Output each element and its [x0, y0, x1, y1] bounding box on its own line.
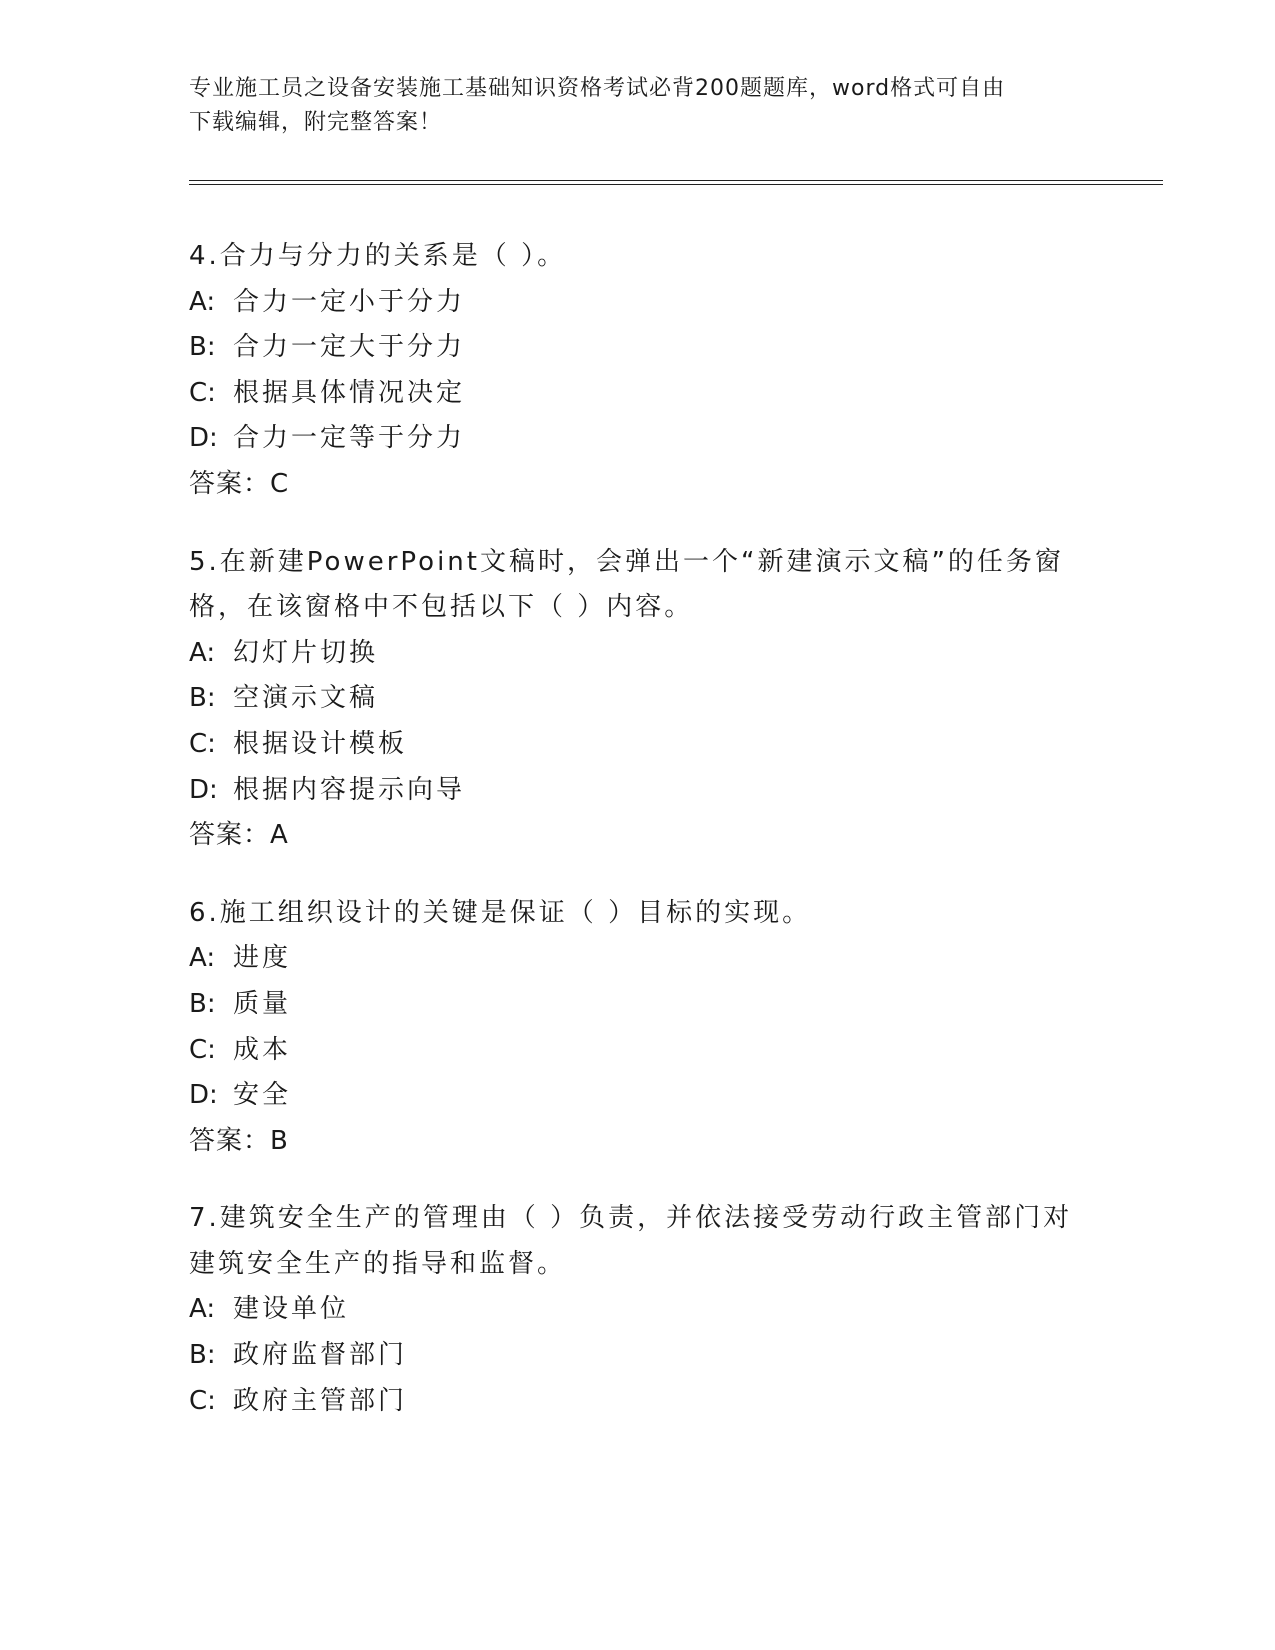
option-letter: D:: [189, 774, 218, 805]
option-b: [189, 982, 1089, 1028]
option-text: 进度: [233, 943, 292, 974]
option-a: [189, 1287, 1089, 1333]
answer-line: 答案：B: [189, 1125, 289, 1156]
option-letter: D:: [189, 423, 218, 454]
question-stem: 4.合力与分力的关系是（ ）。: [189, 241, 567, 271]
option-letter: B:: [189, 332, 216, 363]
option-text: 根据设计模板: [233, 728, 408, 759]
option-text: 质量: [233, 988, 292, 1019]
option-d: [189, 768, 1089, 814]
option-letter: C:: [189, 728, 216, 759]
option-c: [189, 722, 1089, 768]
option-text: 空演示文稿: [233, 683, 379, 714]
header-divider: [189, 180, 1163, 185]
option-letter: A:: [189, 637, 216, 668]
option-text: 政府主管部门: [233, 1385, 408, 1416]
option-a: [189, 631, 1089, 677]
option-a: [189, 936, 1089, 982]
option-letter: C:: [189, 377, 216, 408]
question-5: [189, 540, 1089, 859]
option-a: [189, 280, 1089, 326]
question-6: [189, 891, 1089, 1165]
question-stem: 7.建筑安全生产的管理由（ ）负责，并依法接受劳动行政主管部门对建筑安全生产的指导和监督。: [189, 1203, 1073, 1279]
option-text: 合力一定等于分力: [233, 423, 466, 454]
question-list: [189, 234, 1089, 1456]
option-letter: C:: [189, 1385, 216, 1416]
option-c: [189, 1028, 1089, 1074]
option-text: 根据内容提示向导: [233, 774, 466, 805]
question-4: [189, 234, 1089, 508]
option-text: 幻灯片切换: [233, 637, 379, 668]
option-letter: D:: [189, 1080, 218, 1111]
option-c: [189, 1379, 1089, 1425]
header-line-2: 下载编辑，附完整答案！: [189, 110, 443, 135]
option-letter: B:: [189, 988, 216, 1019]
option-text: 合力一定大于分力: [233, 332, 466, 363]
option-letter: A:: [189, 1294, 216, 1325]
option-letter: A:: [189, 286, 216, 317]
option-text: 政府监督部门: [233, 1340, 408, 1371]
option-d: [189, 416, 1089, 462]
question-stem: 5.在新建PowerPoint文稿时，会弹出一个“新建演示文稿”的任务窗格，在该窗格中不包括以下（ ）内容。: [189, 546, 1064, 623]
option-text: 安全: [233, 1080, 292, 1111]
option-b: [189, 676, 1089, 722]
question-7: [189, 1196, 1089, 1424]
option-d: [189, 1073, 1089, 1119]
option-text: 建设单位: [233, 1294, 350, 1325]
option-letter: C:: [189, 1034, 216, 1065]
option-b: [189, 325, 1089, 371]
answer-line: 答案：C: [189, 468, 290, 499]
option-letter: B:: [189, 683, 216, 714]
answer-line: 答案：A: [189, 820, 289, 851]
option-c: [189, 371, 1089, 417]
header-line-1: 专业施工员之设备安装施工基础知识资格考试必背200题题库，word格式可自由: [189, 76, 1006, 101]
option-b: [189, 1333, 1089, 1379]
document-header: [189, 72, 1089, 140]
option-letter: B:: [189, 1340, 216, 1371]
question-stem: 6.施工组织设计的关键是保证（ ）目标的实现。: [189, 897, 812, 928]
option-text: 根据具体情况决定: [233, 377, 466, 408]
option-text: 合力一定小于分力: [233, 286, 466, 317]
option-text: 成本: [233, 1034, 292, 1065]
option-letter: A:: [189, 943, 216, 974]
